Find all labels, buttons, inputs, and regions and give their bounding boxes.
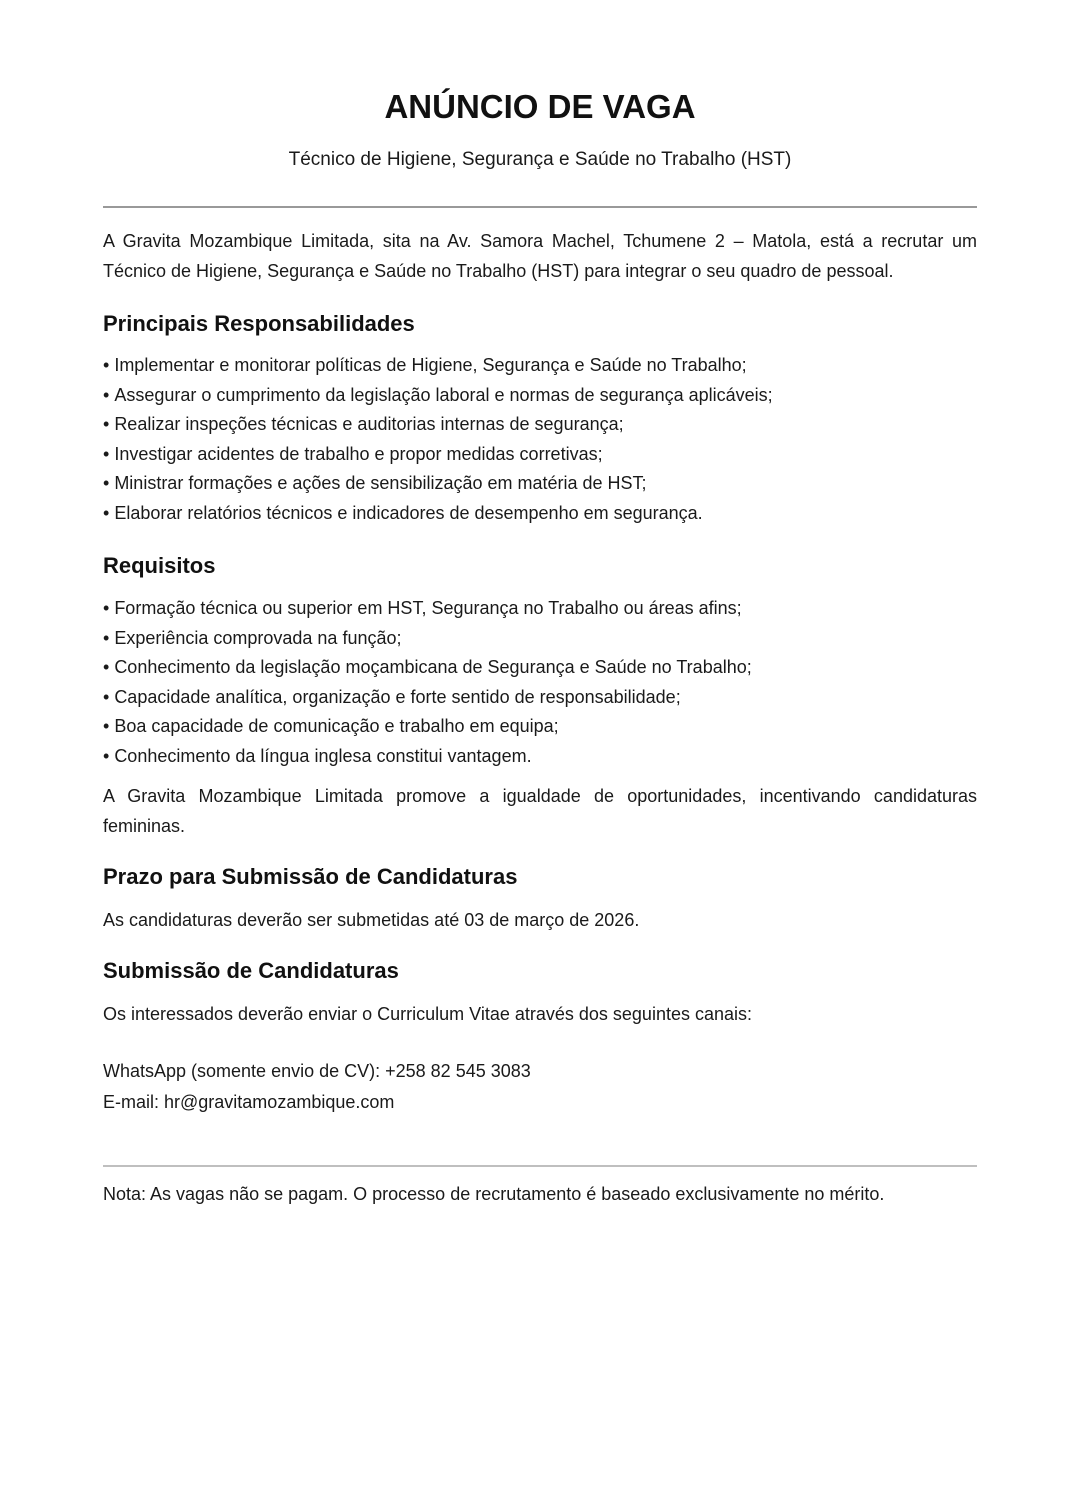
section-heading-requirements: Requisitos bbox=[103, 553, 216, 578]
intro-paragraph: A Gravita Mozambique Limitada, sita na Av. Samora Machel, Tchumene 2 – Matola, está a recrutar um Técnico de Higiene, Segurança e Saúde no Trabalho (HST) para integrar o seu quadro de pessoal. bbox=[103, 231, 977, 281]
list-item: • Investigar acidentes de trabalho e propor medidas corretivas; bbox=[103, 440, 977, 470]
top-divider bbox=[103, 206, 977, 208]
list-item: • Formação técnica ou superior em HST, Segurança no Trabalho ou áreas afins; bbox=[103, 594, 977, 624]
responsibilities-list bbox=[103, 351, 977, 528]
footer-note: Nota: As vagas não se pagam. O processo de recrutamento é baseado exclusivamente no mérito. bbox=[103, 1184, 885, 1204]
list-item: • Capacidade analítica, organização e forte sentido de responsabilidade; bbox=[103, 683, 977, 713]
deadline-paragraph: As candidaturas deverão ser submetidas até 03 de março de 2026. bbox=[103, 910, 640, 930]
list-item: • Realizar inspeções técnicas e auditorias internas de segurança; bbox=[103, 410, 977, 440]
contact-block bbox=[103, 1056, 977, 1118]
list-item: • Assegurar o cumprimento da legislação laboral e normas de segurança aplicáveis; bbox=[103, 381, 977, 411]
equality-paragraph: A Gravita Mozambique Limitada promove a igualdade de oportunidades, incentivando candidaturas femininas. bbox=[103, 786, 977, 836]
section-heading-deadline: Prazo para Submissão de Candidaturas bbox=[103, 864, 518, 889]
list-item: • Conhecimento da legislação moçambicana de Segurança e Saúde no Trabalho; bbox=[103, 653, 977, 683]
list-item: • Elaborar relatórios técnicos e indicadores de desempenho em segurança. bbox=[103, 499, 977, 529]
submission-paragraph: Os interessados deverão enviar o Curriculum Vitae através dos seguintes canais: bbox=[103, 1004, 753, 1024]
list-item: • Conhecimento da língua inglesa constitui vantagem. bbox=[103, 742, 977, 772]
section-heading-responsibilities: Principais Responsabilidades bbox=[103, 311, 415, 336]
list-item: • Boa capacidade de comunicação e trabalho em equipa; bbox=[103, 712, 977, 742]
list-item: • Implementar e monitorar políticas de Higiene, Segurança e Saúde no Trabalho; bbox=[103, 351, 977, 381]
requirements-list bbox=[103, 594, 977, 771]
page-subtitle: Técnico de Higiene, Segurança e Saúde no Trabalho (HST) bbox=[288, 149, 792, 170]
whatsapp-line: WhatsApp (somente envio de CV): +258 82 545 3083 bbox=[103, 1061, 531, 1081]
list-item: • Ministrar formações e ações de sensibilização em matéria de HST; bbox=[103, 469, 977, 499]
email-line: E-mail: hr@gravitamozambique.com bbox=[103, 1092, 395, 1112]
bottom-divider bbox=[103, 1165, 977, 1167]
section-heading-submission: Submissão de Candidaturas bbox=[103, 958, 399, 983]
page-title: ANÚNCIO DE VAGA bbox=[384, 88, 696, 125]
list-item: • Experiência comprovada na função; bbox=[103, 624, 977, 654]
